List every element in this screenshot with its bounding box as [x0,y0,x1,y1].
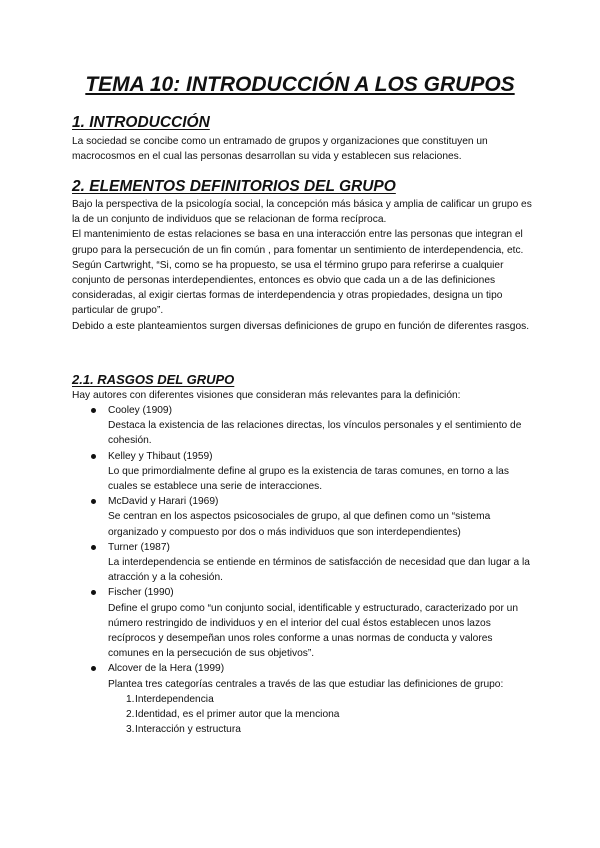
paragraph: El mantenimiento de estas relaciones se basa en una interacción entre las personas que integran el grupo para la persecución de un fin común , para fomentar un sentimiento de interdependencia, etc. [72,229,524,256]
list-item-turner [72,540,532,586]
author-name: McDavid y Harari (1969) [108,496,219,508]
author-list [72,403,532,737]
author-name: Turner (1987) [108,541,170,553]
paragraph: Bajo la perspectiva de la psicología social, la concepción más básica y amplia de calificar un grupo es la de un conjunto de individuos que se relacionan de forma recíproca. [72,199,532,226]
list-item-mcdavid-harari [72,494,532,540]
section-heading-elementos: 2. ELEMENTOS DEFINITORIOS DEL GRUPO [72,178,396,195]
subsection-heading-rasgos: 2.1. RASGOS DEL GRUPO [72,372,235,387]
category-list [108,692,532,738]
list-item-fischer [72,585,532,661]
category-label: Identidad, es el primer autor que la menciona [135,709,340,721]
author-description: Lo que primordialmente define al grupo es la existencia de taras comunes, en torno a las cuales se establece una serie de interacciones. [108,465,509,493]
category-item [108,707,532,722]
category-item [108,722,532,737]
category-label: Interdependencia [135,693,214,705]
paragraph: Hay autores con diferentes visiones que consideran más relevantes para la definición: [72,390,461,401]
author-description: Se centran en los aspectos psicosociales de grupo, al que definen como un “sistema organizado y compuesto por dos o más individuos que son interdependientes) [108,511,491,538]
section-body-introduccion [72,134,532,164]
author-name: Fischer (1990) [108,587,174,599]
section-heading-introduccion: 1. INTRODUCCIÓN [72,114,210,131]
paragraph: La sociedad se concibe como un entramado de grupos y organizaciones que constituyen un macrocosmos en el cual las personas desarrollan su vida y establecen sus relaciones. [72,136,488,163]
author-name: Kelley y Thibaut (1959) [108,450,213,462]
section-body-elementos [72,197,532,334]
author-description: Plantea tres categorías centrales a través de las que estudiar las definiciones de grupo: [108,678,504,690]
author-name: Alcover de la Hera (1999) [108,663,225,675]
list-item-alcover-de-la-hera [72,661,532,737]
category-item [108,692,532,707]
list-item-cooley [72,403,532,449]
list-item-kelley-thibaut [72,449,532,495]
author-description: Define el grupo como “un conjunto social, identificable y estructurado, caracterizado por un número restringido de individuos y en el interior del cual éstos establecen unos lazos recíprocos y desempeñan unos roles conforme a unas normas de conducta y valores comunes en la persecución de sus objetivos”. [108,602,518,660]
category-number: 1. [126,693,135,705]
category-number: 2. [126,709,135,721]
author-name: Cooley (1909) [108,405,172,416]
author-description: Destaca la existencia de las relaciones directas, los vínculos personales y el sentimiento de cohesión. [108,420,522,447]
category-label: Interacción y estructura [135,724,241,736]
category-number: 3. [126,724,135,736]
page-title: TEMA 10: INTRODUCCIÓN A LOS GRUPOS [85,73,515,96]
paragraph: Según Cartwright, “Si, como se ha propuesto, se usa el término grupo para referirse a cualquier conjunto de personas interdependientes, entonces es obvio que cada un a de las definiciones consideradas, al exigir ciertas formas de interdependencia y otras propiedades, designa un tipo particular de grupo”. [72,259,504,317]
subsection-intro [72,388,532,403]
paragraph: Debido a este planteamientos surgen diversas definiciones de grupo en función de diferentes rasgos. [72,320,530,332]
author-description: La interdependencia se entiende en términos de satisfacción de necesidad que dan lugar a la atracción y a la cohesión. [108,557,530,584]
